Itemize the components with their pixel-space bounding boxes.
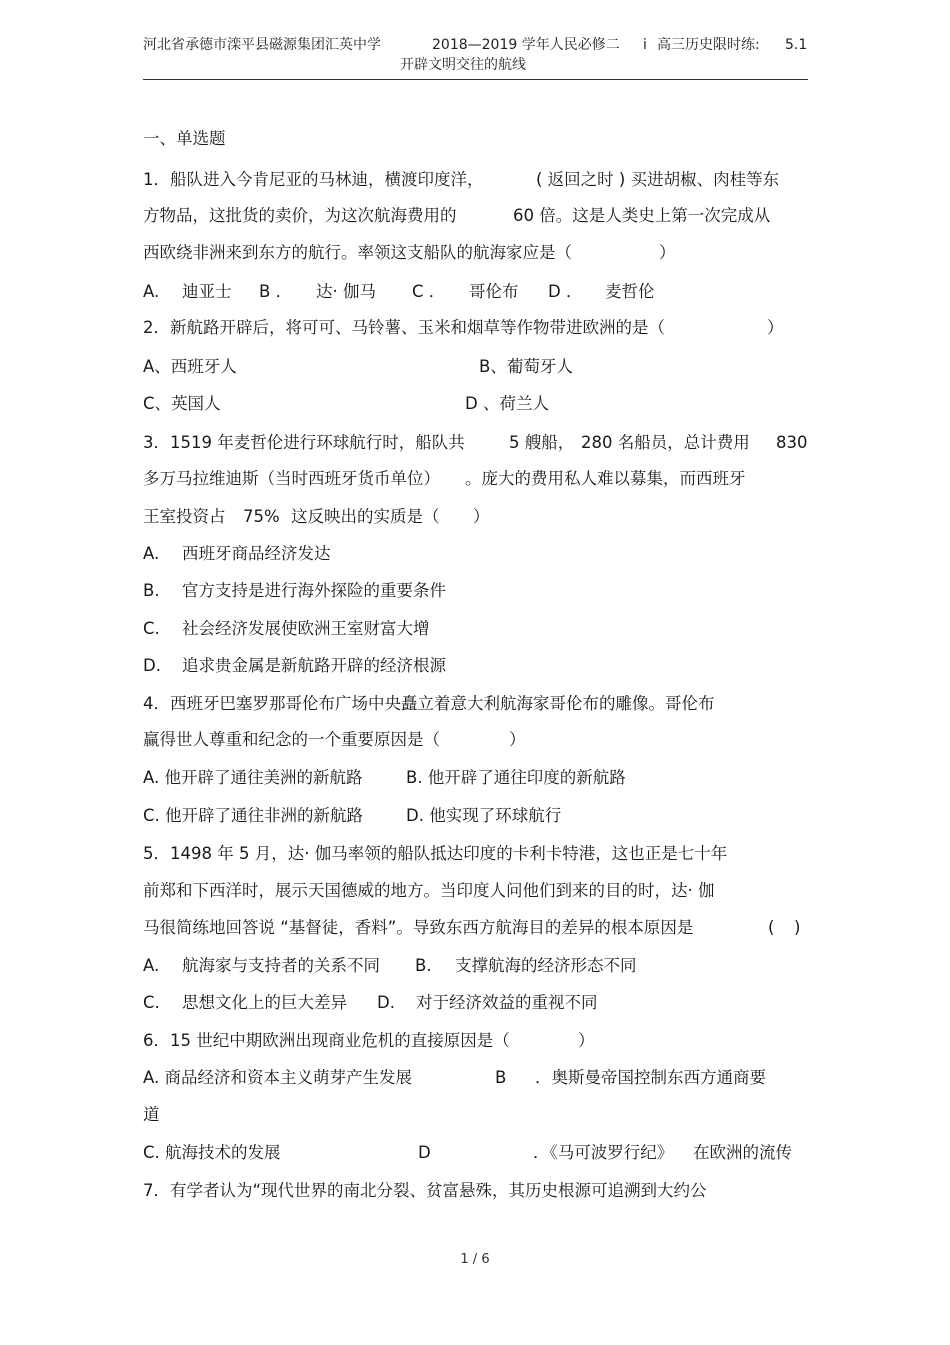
q3-option-d-letter: D.: [143, 656, 161, 675]
q3-option-b: 官方支持是进行海外探险的重要条件: [182, 581, 446, 600]
q2-option-b: B、葡萄牙人: [479, 357, 573, 376]
q7-text-1: 7．有学者认为“现代世界的南北分裂、贫富悬殊，其历史根源可追溯到大约公: [143, 1181, 707, 1200]
q5-text-1: 5．1498 年 5 月，达· 伽马率领的船队抵达印度的卡利卡特港，这也正是七十年: [143, 844, 728, 863]
header-rule: [143, 79, 808, 80]
header-practice: 高三历史限时练:: [657, 37, 760, 53]
q1-text-1a: 1．船队进入今肯尼亚的马林迪，横渡印度洋，: [143, 170, 484, 189]
q6-option-c: C. 航海技术的发展: [143, 1143, 281, 1162]
q1-option-b-letter: B ．: [259, 282, 293, 301]
q3-text-1a: 3．1519 年麦哲伦进行环球航行时，船队共: [143, 433, 465, 452]
q3-option-a-letter: A.: [143, 544, 160, 563]
q2-option-c: C、英国人: [143, 394, 221, 413]
q3-option-a: 西班牙商品经济发达: [182, 544, 331, 563]
q4-option-a: A. 他开辟了通往美洲的新航路: [143, 768, 363, 787]
header-lesson-title: 开辟文明交往的航线: [400, 57, 526, 73]
q2-text-1b: ）: [767, 318, 784, 337]
q5-option-c: 思想文化上的巨大差异: [182, 993, 347, 1012]
q2-text-1a: 2．新航路开辟后，将可可、马铃薯、玉米和烟草等作物带进欧洲的是（: [143, 318, 665, 337]
q1-option-c: 哥伦布: [469, 282, 519, 301]
header-year-course: 2018—2019 学年人民必修二: [432, 37, 620, 53]
q5-option-a: 航海家与支持者的关系不同: [182, 956, 380, 975]
q1-option-b: 达· 伽马: [316, 282, 376, 301]
q6-text-1a: 6．15 世纪中期欧洲出现商业危机的直接原因是（: [143, 1031, 510, 1050]
q1-option-c-letter: C ．: [412, 282, 446, 301]
q1-option-d: 麦哲伦: [605, 282, 655, 301]
header-school: 河北省承德市滦平县磁源集团汇英中学: [143, 37, 381, 53]
q5-option-c-letter: C.: [143, 993, 160, 1012]
q5-option-b: 支撑航海的经济形态不同: [455, 956, 637, 975]
q4-option-c: C. 他开辟了通往非洲的新航路: [143, 806, 364, 825]
q5-text-3c: ): [794, 918, 801, 937]
q1-option-d-letter: D ．: [548, 282, 583, 301]
q6-option-d-cont: 在欧洲的流传: [693, 1143, 792, 1162]
q3-text-2a: 多万马拉维迪斯（当时西班牙货币单位）: [143, 469, 440, 488]
section-title: 一、单选题: [143, 129, 226, 148]
q1-text-3a: 西欧绕非洲来到东方的航行。率领这支船队的航海家应是（: [143, 243, 572, 262]
q3-text-2b: 。庞大的费用私人难以募集，而西班牙: [465, 469, 746, 488]
q6-option-d: ．《马可波罗行纪》: [533, 1143, 674, 1162]
q1-text-2a: 方物品，这批货的卖价，为这次航海费用的: [143, 206, 457, 225]
q3-text-3b: 75%: [243, 507, 280, 526]
q4-text-2a: 赢得世人尊重和纪念的一个重要原因是（: [143, 730, 440, 749]
q5-option-a-letter: A.: [143, 956, 160, 975]
q2-option-a: A、西班牙人: [143, 357, 237, 376]
q3-text-3a: 王室投资占: [143, 507, 226, 526]
q2-option-d: D 、荷兰人: [465, 394, 549, 413]
q6-option-b: ．奥斯曼帝国控制东西方通商要: [535, 1068, 766, 1087]
q5-text-2: 前郑和下西洋时，展示天国德威的地方。当印度人问他们到来的目的时，达· 伽: [143, 881, 715, 900]
q6-option-b-letter: B: [495, 1068, 507, 1087]
q1-text-3b: ）: [659, 243, 676, 262]
q1-option-a-letter: A.: [143, 282, 160, 301]
q3-text-1c: 280 名船员，总计费用: [581, 433, 750, 452]
q6-option-d-letter: D: [418, 1143, 431, 1162]
q3-option-d: 追求贵金属是新航路开辟的经济根源: [182, 656, 446, 675]
q5-text-3a: 马很简练地回答说 “基督徒，香料”。导致东西方航海目的差异的根本原因是: [143, 918, 694, 937]
q4-option-b: B. 他开辟了通往印度的新航路: [406, 768, 626, 787]
header-lesson-no: 5.1: [785, 37, 808, 53]
q5-option-d: 对于经济效益的重视不同: [416, 993, 598, 1012]
q3-option-c-letter: C.: [143, 619, 160, 638]
q3-text-1b: 5 艘船，: [509, 433, 575, 452]
q6-text-1b: ）: [578, 1031, 595, 1050]
q4-text-1: 4．西班牙巴塞罗那哥伦布广场中央矗立着意大利航海家哥伦布的雕像。哥伦布: [143, 694, 715, 713]
q3-text-3d: ）: [473, 507, 490, 526]
q4-option-d: D. 他实现了环球航行: [406, 806, 562, 825]
q6-option-a: A. 商品经济和资本主义萌芽产生发展: [143, 1068, 412, 1087]
q3-option-b-letter: B.: [143, 581, 160, 600]
q1-text-2b: 60 倍。这是人类史上第一次完成从: [513, 206, 771, 225]
q1-option-a: 迪亚士: [182, 282, 232, 301]
page-number: 1 / 6: [460, 1252, 490, 1267]
q5-option-d-letter: D.: [377, 993, 395, 1012]
q5-option-b-letter: B.: [415, 956, 432, 975]
header-marker: i: [643, 37, 647, 53]
q5-text-3b: (: [768, 918, 775, 937]
q3-text-1d: 830: [776, 433, 808, 452]
q6-option-b-cont: 道: [143, 1105, 160, 1124]
q4-text-2b: ）: [509, 730, 526, 749]
q3-option-c: 社会经济发展使欧洲王室财富大增: [182, 619, 430, 638]
q1-text-1b: ( 返回之时 ) 买进胡椒、肉桂等东: [536, 170, 780, 189]
q3-text-3c: 这反映出的实质是（: [291, 507, 440, 526]
